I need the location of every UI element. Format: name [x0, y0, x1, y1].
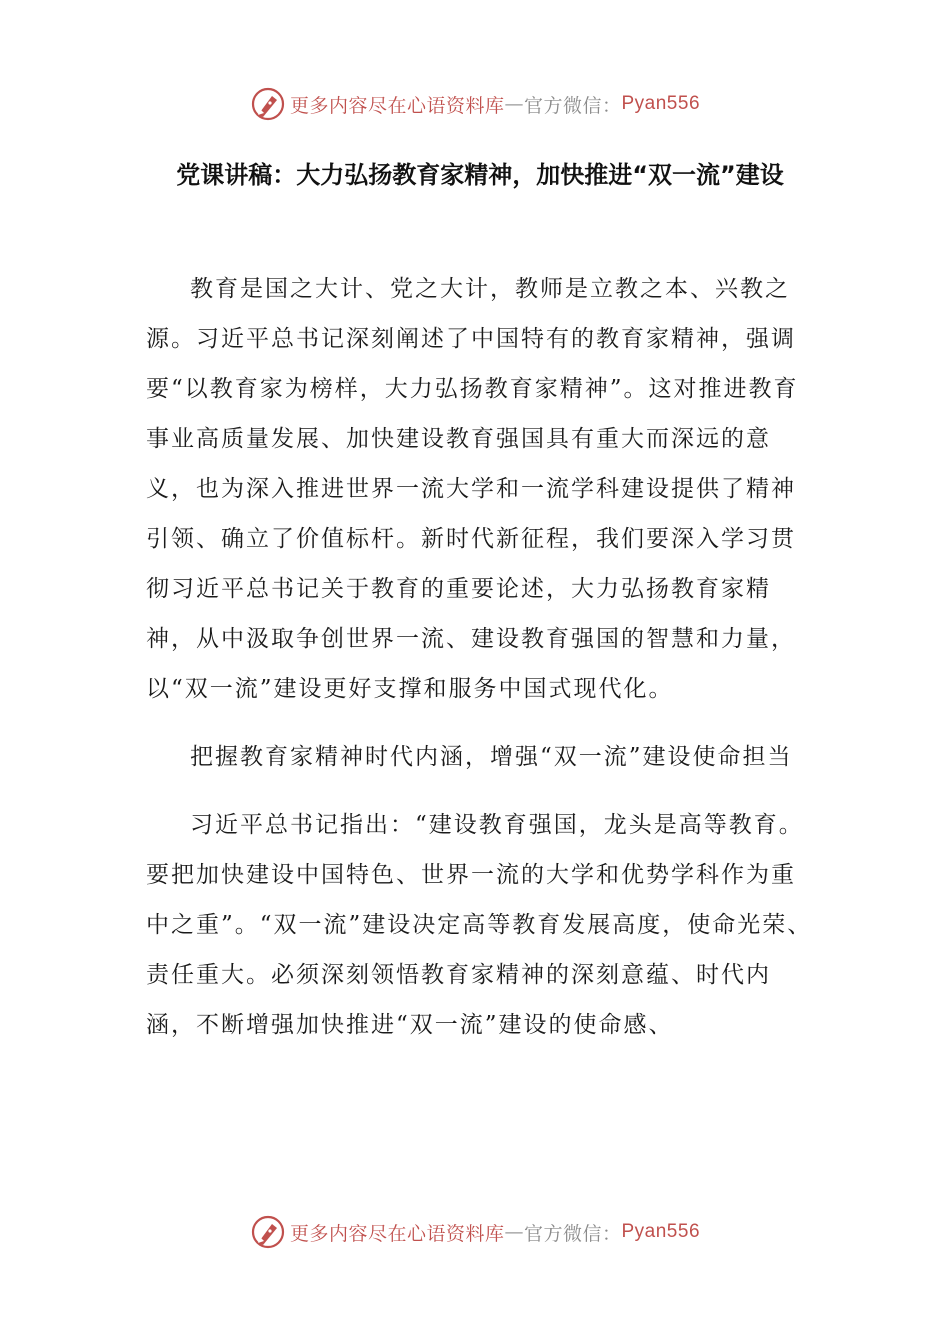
footer-banner [0, 1212, 950, 1252]
document-title: 党课讲稿：大力弘扬教育家精神，加快推进“双一流”建设 [176, 161, 784, 189]
pen-nib-logo-icon [250, 86, 286, 122]
body-paragraph-section: 习近平总书记指出：“建设教育强国，龙头是高等教育。要把加快建设中国特色、世界一流的大学和优势学科作为重中之重”。“双一流”建设决定高等教育发展高度，使命光荣、责任重大。必须深刻领悟教育家精神的深刻意蕴、时代内涵，不断增强加快推进“双一流”建设的使命感、 [146, 812, 813, 1038]
banner-wechat-id: Pyan556 [621, 1221, 701, 1242]
banner-brand-text: 更多内容尽在心语资料库 [289, 1222, 505, 1245]
banner-separator: — [504, 1221, 524, 1243]
section-heading: 把握教育家精神时代内涵，增强“双一流”建设使命担当 [190, 744, 793, 770]
banner-wechat-id: Pyan556 [621, 93, 701, 114]
pen-nib-logo-icon [250, 1214, 286, 1250]
banner-separator: — [504, 93, 524, 115]
header-banner [0, 84, 950, 124]
banner-contact-label: 官方微信： [523, 94, 622, 117]
document-body [146, 264, 814, 1050]
body-paragraph-intro: 教育是国之大计、党之大计，教师是立教之本、兴教之源。习近平总书记深刻阐述了中国特有的教育家精神，强调要“以教育家为榜样，大力弘扬教育家精神”。这对推进教育事业高质量发展、加快建设教育强国具有重大而深远的意义，也为深入推进世界一流大学和一流学科建设提供了精神引领、确立了价值标杆。新时代新征程，我们要深入学习贯彻习近平总书记关于教育的重要论述，大力弘扬教育家精神，从中汲取争创世界一流、建设教育强国的智慧和力量，以“双一流”建设更好支撑和服务中国式现代化。 [146, 276, 799, 702]
banner-contact-label: 官方微信： [523, 1222, 622, 1245]
banner-brand-text: 更多内容尽在心语资料库 [289, 94, 505, 117]
